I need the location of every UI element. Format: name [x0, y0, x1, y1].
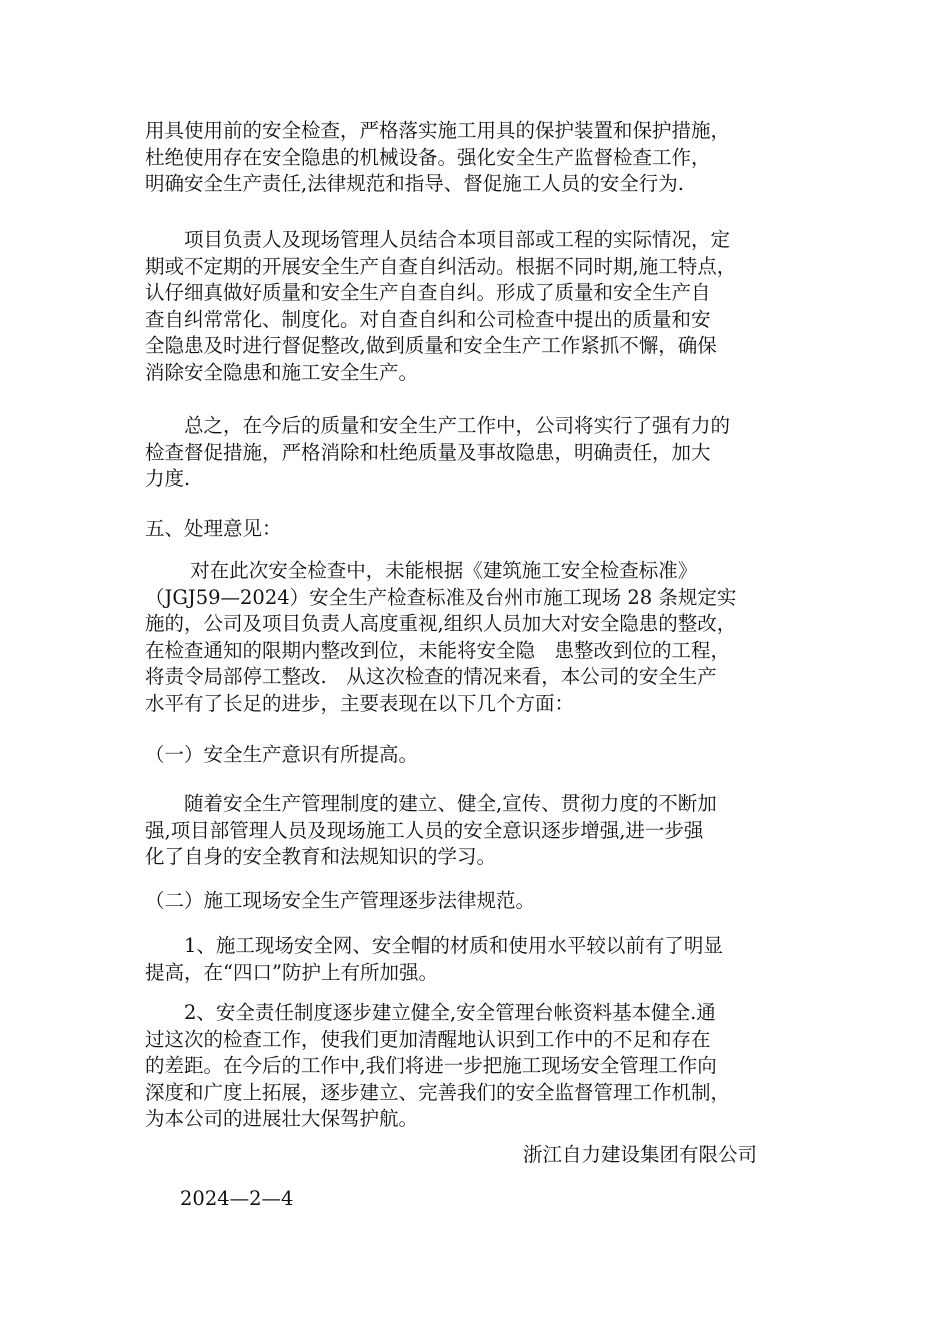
- text-line: 在检查通知的限期内整改到位，未能将安全隐 患整改到位的工程，: [145, 638, 731, 662]
- text-line: 消除安全隐患和施工安全生产。: [145, 360, 419, 384]
- text-line: 五、处理意见：: [145, 517, 282, 540]
- text-line: 项目负责人及现场管理人员结合本项目部或工程的实际情况，定: [145, 228, 731, 251]
- paragraph-safety-inspection: [145, 118, 810, 198]
- subheading-site-management: [145, 888, 810, 915]
- subheading-safety-awareness: [145, 742, 810, 769]
- text-line: 2、安全责任制度逐步建立健全,安全管理台帐资料基本健全.通: [145, 1001, 716, 1024]
- text-line: 力度.: [145, 467, 191, 490]
- text-line: 查自纠常常化、制度化。对自查自纠和公司检查中提出的质量和安: [145, 307, 711, 331]
- text-line: 强,项目部管理人员及现场施工人员的安全意识逐步增强,进一步强: [145, 818, 704, 842]
- text-line: （二）施工现场安全生产管理逐步法律规范。: [145, 889, 536, 912]
- text-line: 总之，在今后的质量和安全生产工作中，公司将实行了强有力的: [145, 414, 731, 437]
- text-line: 随着安全生产管理制度的建立、健全,宣传、贯彻力度的不断加: [145, 792, 717, 815]
- document-date: 2024—2—4: [180, 1187, 294, 1210]
- paragraph-item-1: [145, 933, 810, 986]
- text-line: 全隐患及时进行督促整改,做到质量和安全生产工作紧抓不懈，确保: [145, 334, 717, 357]
- paragraph-handling-opinion: [145, 558, 810, 717]
- section-heading-handling-opinion: [145, 516, 810, 543]
- text-line: 过这次的检查工作，使我们更加清醒地认识到工作中的不足和存在: [145, 1027, 711, 1051]
- paragraph-self-inspection: [145, 227, 810, 386]
- text-line: 为本公司的进展壮大保驾护航。: [145, 1107, 419, 1130]
- text-line: 将责令局部停工整改. 从这次检查的情况来看，本公司的安全生产: [145, 665, 717, 688]
- text-line: 对在此次安全检查中，未能根据《建筑施工安全检查标准》: [145, 559, 698, 582]
- paragraph-safety-awareness: [145, 791, 810, 871]
- text-line: 1、施工现场安全网、安全帽的材质和使用水平较以前有了明显: [145, 934, 723, 957]
- text-line: 施的，公司及项目负责人高度重视,组织人员加大对安全隐患的整改，: [145, 612, 737, 635]
- text-line: 用具使用前的安全检查，严格落实施工用具的保护装置和保护措施，: [145, 119, 731, 142]
- text-line: 认仔细真做好质量和安全生产自查自纠。形成了质量和安全生产自: [145, 281, 711, 304]
- company-signature: 浙江自力建设集团有限公司: [523, 1143, 758, 1166]
- text-line: 杜绝使用存在安全隐患的机械设备。强化安全生产监督检查工作，: [145, 145, 711, 169]
- text-line: （JGJ59—2024）安全生产检查标准及台州市施工现场 28 条规定实: [145, 585, 737, 609]
- text-line: 期或不定期的开展安全生产自查自纠活动。根据不同时期,施工特点，: [145, 254, 737, 278]
- text-line: 检查督促措施，严格消除和杜绝质量及事故隐患，明确责任，加大: [145, 440, 711, 464]
- text-line: （一）安全生产意识有所提高。: [145, 743, 419, 766]
- text-line: 化了自身的安全教育和法规知识的学习。: [145, 845, 497, 868]
- text-line: 的差距。在今后的工作中,我们将进一步把施工现场安全管理工作向: [145, 1054, 717, 1077]
- text-line: 深度和广度上拓展，逐步建立、完善我们的安全监督管理工作机制，: [145, 1080, 731, 1104]
- text-line: 提高，在“四口”防护上有所加强。: [145, 960, 438, 984]
- paragraph-item-2: [145, 1000, 810, 1133]
- text-line: 水平有了长足的进步，主要表现在以下几个方面：: [145, 691, 575, 715]
- text-line: 明确安全生产责任,法律规范和指导、督促施工人员的安全行为.: [145, 172, 684, 195]
- paragraph-summary: [145, 413, 810, 493]
